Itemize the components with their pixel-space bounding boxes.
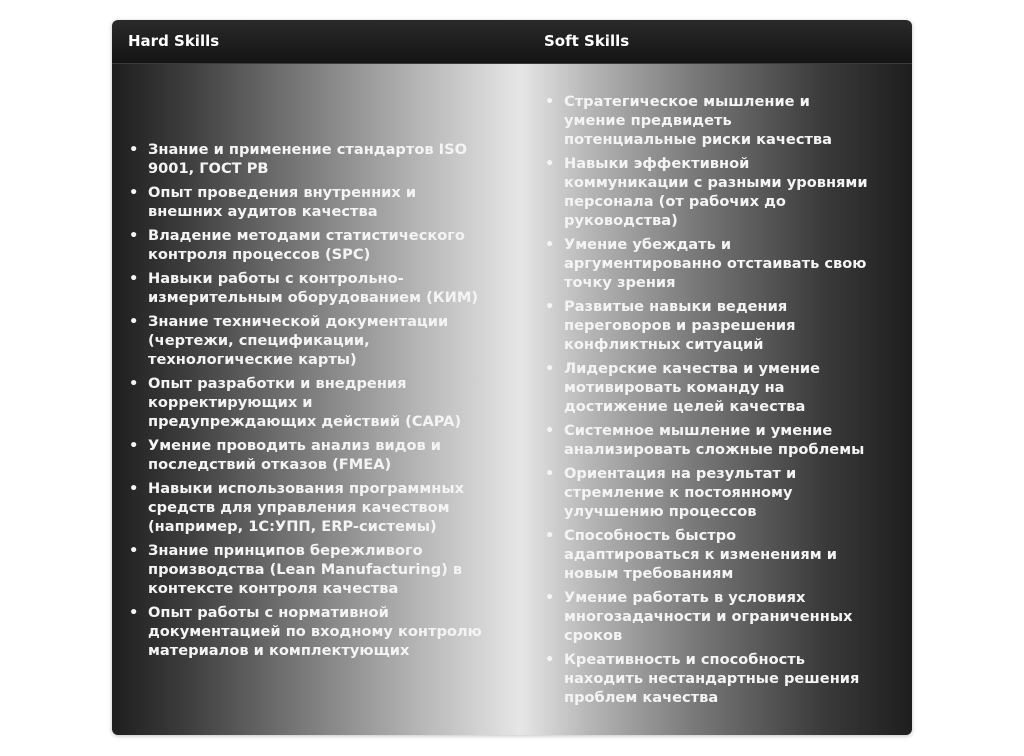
hard-skill-item	[128, 479, 518, 536]
soft-skill-item	[544, 464, 904, 521]
skill-text-line: Умение работать в условиях	[564, 589, 806, 606]
skill-text-line: Опыт разработки и внедрения	[148, 374, 407, 392]
skill-text-line: Знание и применение стандартов ISO	[148, 140, 468, 158]
skill-text-line: коммуникации с разными уровнями	[564, 174, 868, 191]
bullet-icon: •	[129, 436, 139, 454]
skill-text-line: аргументированно отстаивать свою	[564, 255, 867, 272]
table-header	[112, 20, 912, 64]
soft-skill-item	[544, 588, 904, 645]
skill-text-line: находить нестандартные решения	[564, 670, 860, 687]
skill-text-line: Стратегическое мышление и	[564, 93, 810, 110]
skill-text-line: улучшению процессов	[564, 503, 757, 520]
hard-skill-item	[128, 603, 518, 660]
hard-skills-column	[128, 64, 518, 735]
bullet-icon: •	[545, 589, 555, 606]
bullet-icon: •	[129, 226, 139, 244]
skill-text-line: потенциальные риски качества	[564, 131, 833, 148]
bullet-icon: •	[129, 479, 139, 497]
skill-text-line: достижение целей качества	[564, 398, 806, 415]
skill-text-line: персонала (от рабочих до	[564, 193, 786, 210]
soft-skill-item	[544, 154, 904, 230]
soft-skills-column	[544, 64, 904, 735]
skill-text-line: контроля процессов (SPC)	[148, 245, 371, 263]
skill-text-line: производства (Lean Manufacturing) в	[148, 560, 463, 578]
soft-skill-item	[544, 650, 904, 707]
skill-text-line: Навыки эффективной	[564, 155, 750, 172]
soft-skill-item	[544, 235, 904, 292]
skill-text-line: Опыт работы с нормативной	[148, 603, 389, 621]
skill-text-line: (например, 1С:УПП, ERP-системы)	[148, 517, 437, 535]
skill-text-line: новым требованиям	[564, 565, 734, 582]
hard-skill-item	[128, 374, 518, 431]
soft-skills-list	[544, 92, 904, 707]
hard-skill-item	[128, 183, 518, 221]
bullet-icon: •	[129, 541, 139, 559]
bullet-icon: •	[545, 155, 555, 172]
bullet-icon: •	[545, 298, 555, 315]
skill-text-line: средств для управления качеством	[148, 498, 450, 516]
skill-text-line: Развитые навыки ведения	[564, 298, 788, 315]
skill-text-line: Навыки использования программных	[148, 479, 464, 497]
bullet-icon: •	[545, 422, 555, 439]
skill-text-line: руководства)	[564, 212, 678, 229]
skill-text-line: многозадачности и ограниченных	[564, 608, 853, 625]
skill-text-line: (чертежи, спецификации,	[148, 331, 370, 349]
bullet-icon: •	[545, 236, 555, 253]
skill-text-line: документацией по входному контролю	[148, 622, 482, 640]
skill-text-line: мотивировать команду на	[564, 379, 785, 396]
hard-skill-item	[128, 436, 518, 474]
skill-text-line: анализировать сложные проблемы	[564, 441, 865, 458]
skill-text-line: сроков	[564, 627, 623, 644]
hard-skills-list	[128, 140, 518, 660]
skill-text-line: Лидерские качества и умение	[564, 360, 821, 377]
skill-text-line: умение предвидеть	[564, 112, 732, 129]
soft-skill-item	[544, 92, 904, 149]
bullet-icon: •	[129, 374, 139, 392]
skill-text-line: Умение убеждать и	[564, 236, 732, 253]
soft-skills-header: Soft Skills	[544, 32, 630, 50]
soft-skill-item	[544, 359, 904, 416]
skill-text-line: стремление к постоянному	[564, 484, 793, 501]
hard-skill-item	[128, 226, 518, 264]
skill-text-line: Знание принципов бережливого	[148, 541, 423, 559]
skill-text-line: Знание технической документации	[148, 312, 449, 330]
hard-skills-header: Hard Skills	[128, 32, 220, 50]
skill-text-line: адаптироваться к изменениям и	[564, 546, 838, 563]
skill-text-line: Системное мышление и умение	[564, 422, 833, 439]
skill-text-line: точку зрения	[564, 274, 676, 291]
bullet-icon: •	[129, 140, 139, 158]
soft-skill-item	[544, 526, 904, 583]
bullet-icon: •	[129, 269, 139, 287]
bullet-icon: •	[545, 93, 555, 110]
skill-text-line: Ориентация на результат и	[564, 465, 797, 482]
bullet-icon: •	[545, 527, 555, 544]
bullet-icon: •	[545, 465, 555, 482]
skill-text-line: контексте контроля качества	[148, 579, 399, 597]
bullet-icon: •	[129, 183, 139, 201]
skill-text-line: предупреждающих действий (CAPA)	[148, 412, 462, 430]
skill-text-line: проблем качества	[564, 689, 719, 706]
skill-text-line: материалов и комплектующих	[148, 641, 410, 659]
skill-text-line: корректирующих и	[148, 393, 313, 411]
hard-skill-item	[128, 312, 518, 369]
skill-text-line: Способность быстро	[564, 527, 737, 544]
skill-text-line: Владение методами статистического	[148, 226, 465, 244]
hard-skill-item	[128, 541, 518, 598]
hard-skill-item	[128, 140, 518, 178]
hard-skill-item	[128, 269, 518, 307]
skill-text-line: переговоров и разрешения	[564, 317, 796, 334]
bullet-icon: •	[129, 312, 139, 330]
bullet-icon: •	[545, 360, 555, 377]
bullet-icon: •	[545, 651, 555, 668]
skill-text-line: технологические карты)	[148, 350, 357, 368]
skill-text-line: измерительным оборудованием (КИМ)	[148, 288, 479, 306]
soft-skill-item	[544, 421, 904, 459]
skill-text-line: внешних аудитов качества	[148, 202, 378, 220]
skill-text-line: Опыт проведения внутренних и	[148, 183, 417, 201]
bullet-icon: •	[129, 603, 139, 621]
table-body	[112, 64, 912, 735]
skill-text-line: Умение проводить анализ видов и	[148, 436, 442, 454]
soft-skill-item	[544, 297, 904, 354]
skill-text-line: Креативность и способность	[564, 651, 805, 668]
skill-text-line: 9001, ГОСТ РВ	[148, 159, 269, 177]
skill-text-line: последствий отказов (FMEA)	[148, 455, 392, 473]
skill-text-line: Навыки работы с контрольно-	[148, 269, 404, 287]
skill-text-line: конфликтных ситуаций	[564, 336, 764, 353]
skills-table	[112, 20, 912, 735]
